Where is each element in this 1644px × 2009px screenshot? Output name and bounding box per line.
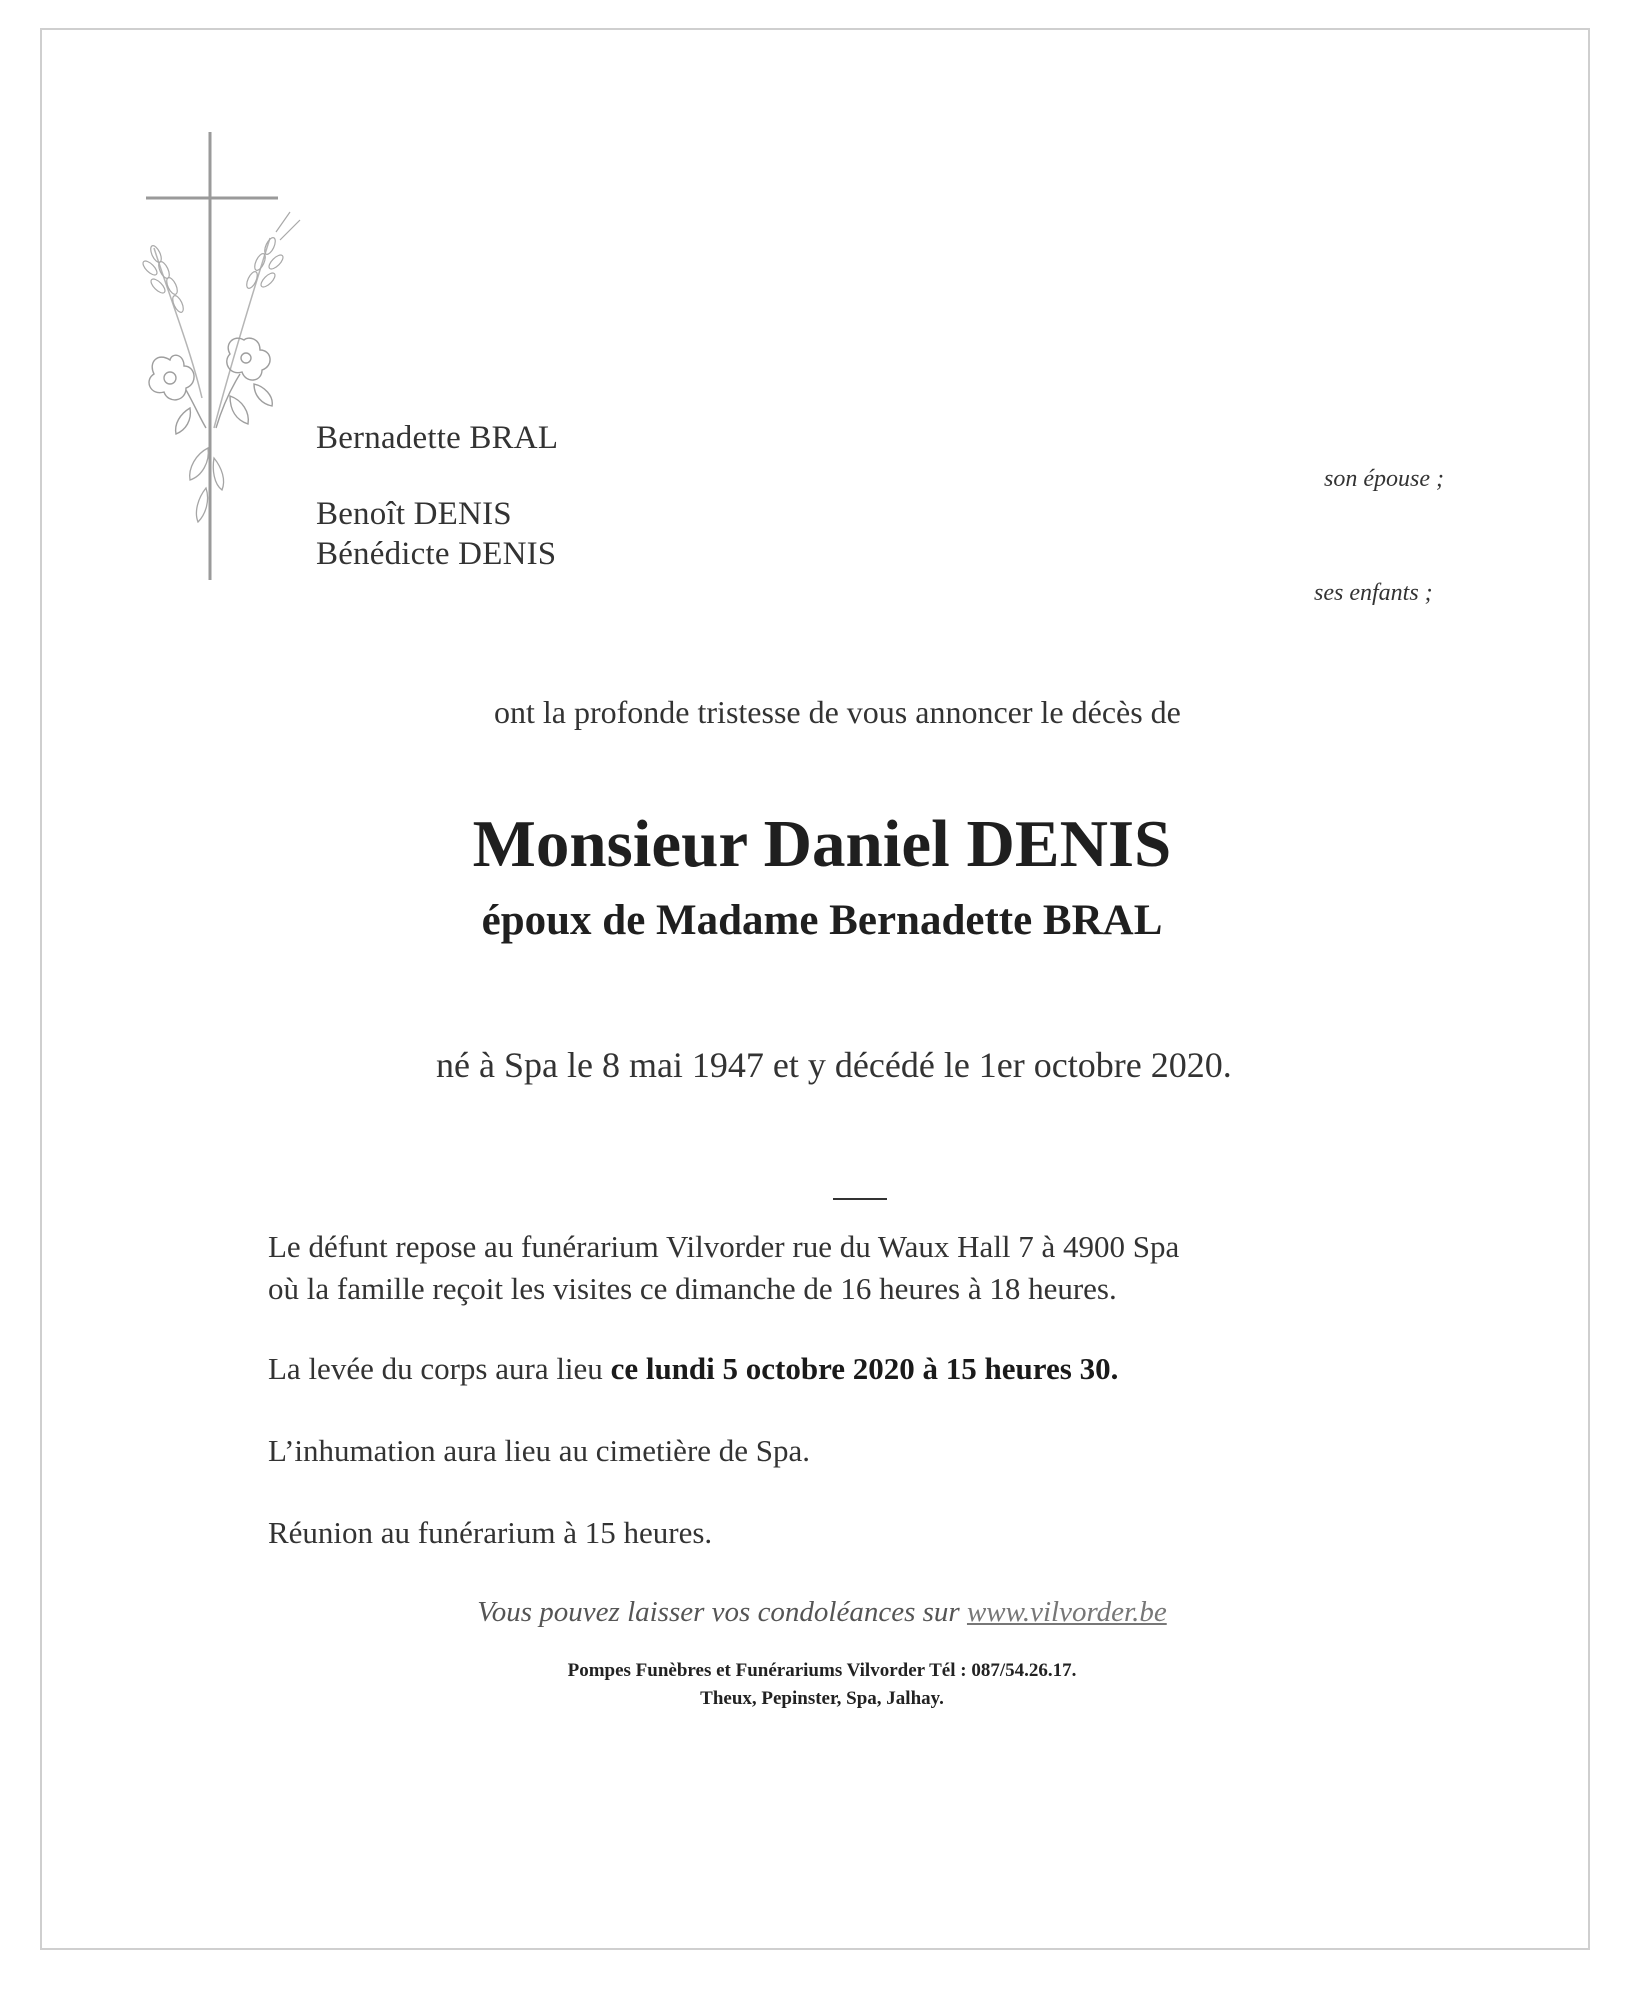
funeral-home-line-2: Theux, Pepinster, Spa, Jalhay.	[700, 1688, 944, 1709]
spouse-role: son épouse ;	[1324, 466, 1444, 492]
inhumation-line: L’inhumation aura lieu au cimetière de Spa.	[268, 1433, 811, 1468]
announcement-text: ont la profonde tristesse de vous annoncer le décès de	[494, 694, 1181, 730]
cross-with-flowers-icon	[130, 128, 310, 588]
divider-line	[833, 1198, 887, 1200]
spouse-name: Bernadette BRAL	[316, 420, 559, 456]
condolences-link[interactable]: www.vilvorder.be	[966, 1596, 1167, 1628]
rest-location-line-1: Le défunt repose au funérarium Vilvorder rue du Waux Hall 7 à 4900 Spa	[268, 1229, 1180, 1264]
levee-line	[268, 1348, 1118, 1389]
children-role: ses enfants ;	[1314, 580, 1433, 606]
funeral-home-line-1: Pompes Funèbres et Funérariums Vilvorder Tél : 087/54.26.17.	[567, 1660, 1077, 1681]
condolences-text: Vous pouvez laisser vos condoléances sur	[477, 1596, 967, 1628]
deceased-name: Monsieur Daniel DENIS	[472, 807, 1172, 881]
levee-date-time: ce lundi 5 octobre 2020 à 15 heures 30.	[610, 1351, 1119, 1386]
child-name: Benoît DENIS	[316, 496, 512, 532]
deceased-spouse-line: époux de Madame Bernadette BRAL	[481, 897, 1163, 944]
rest-location-line-2: où la famille reçoit les visites ce dimanche de 16 heures à 18 heures.	[268, 1271, 1117, 1306]
birth-death-dates: né à Spa le 8 mai 1947 et y décédé le 1er octobre 2020.	[436, 1045, 1232, 1085]
condolences-line	[0, 1596, 1644, 1629]
reunion-line: Réunion au funérarium à 15 heures.	[268, 1515, 713, 1550]
child-name: Bénédicte DENIS	[316, 536, 557, 572]
levee-prefix: La levée du corps aura lieu	[268, 1351, 611, 1386]
